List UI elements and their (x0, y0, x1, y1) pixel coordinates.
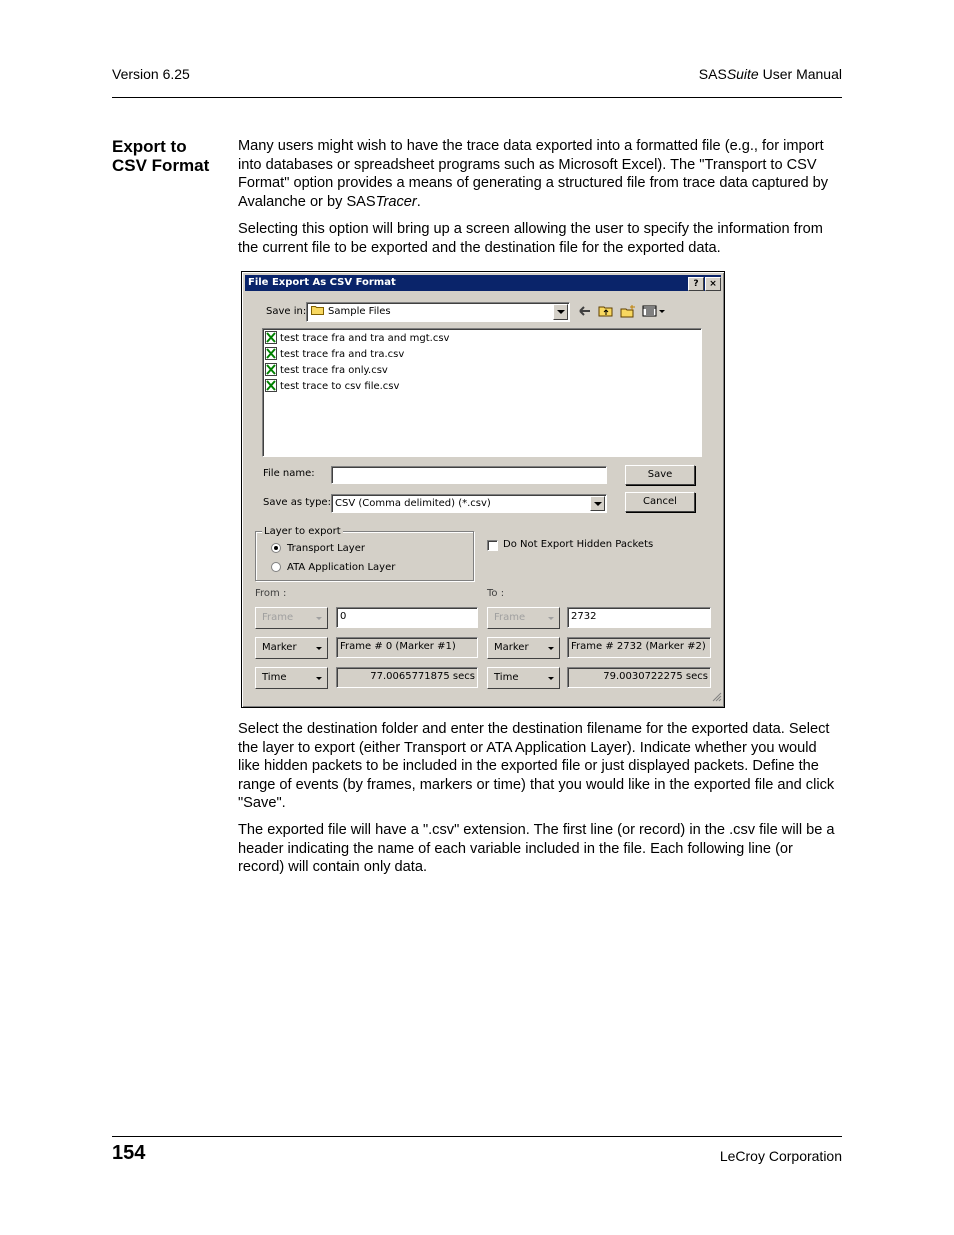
manual-suffix: User Manual (758, 66, 842, 82)
file-list[interactable] (262, 328, 702, 457)
to-frame-dd-label: Frame (494, 612, 526, 623)
manual-prefix: SAS (698, 66, 727, 82)
from-marker-value: Frame # 0 (Marker #1) (336, 637, 478, 658)
dialog-titlebar (245, 275, 721, 291)
manual-italic: Suite (726, 66, 759, 82)
to-time-dd-label: Time (494, 672, 519, 683)
header-version: Version 6.25 (112, 66, 190, 82)
paragraph-2: Selecting this option will bring up a screen allowing the user to specify the information from the current file to be exported and the destination file for the exported data. (238, 221, 823, 256)
save-as-type-label: Save as type: (263, 497, 331, 508)
from-label: From : (255, 588, 287, 599)
help-button[interactable]: ? (688, 277, 704, 291)
file-export-dialog (241, 271, 725, 708)
up-folder-icon[interactable] (598, 304, 614, 321)
list-item[interactable] (265, 363, 388, 378)
excel-file-icon (265, 379, 277, 392)
to-frame-dropdown[interactable] (487, 607, 560, 629)
p1-italic: Tracer (375, 193, 417, 210)
to-marker-value: Frame # 2732 (Marker #2) (567, 637, 711, 658)
resize-grip-icon[interactable] (711, 691, 722, 705)
footer-rule (112, 1136, 842, 1137)
hidden-packets-checkbox[interactable] (487, 540, 498, 551)
paragraph-4: The exported file will have a ".csv" extension. The first line (or record) in the .csv file will be a header indicating the name of each variable included in the file. Each following line (or record) will contain only data. (238, 822, 835, 876)
new-folder-icon[interactable] (620, 304, 636, 321)
save-in-combo[interactable] (306, 302, 570, 322)
chevron-down-icon (316, 677, 322, 680)
header-rule (112, 97, 842, 98)
close-button[interactable]: × (705, 277, 721, 291)
chevron-down-icon (548, 647, 554, 650)
from-time-dropdown[interactable] (255, 667, 328, 689)
footer-company: LeCroy Corporation (719, 1148, 842, 1164)
save-button[interactable]: Save (625, 465, 695, 485)
back-arrow-icon[interactable] (578, 304, 592, 321)
header-manual-title (699, 66, 842, 82)
excel-file-icon (265, 331, 277, 344)
chevron-down-icon (316, 647, 322, 650)
save-in-dropdown-arrow[interactable] (553, 304, 568, 320)
to-time-dropdown[interactable] (487, 667, 560, 689)
save-as-type-combo[interactable] (331, 494, 607, 513)
to-marker-dd-label: Marker (494, 642, 529, 653)
save-in-label: Save in: (266, 306, 307, 317)
heading-line-2: CSV Format (112, 156, 210, 175)
to-label: To : (487, 588, 505, 599)
excel-file-icon (265, 363, 277, 376)
excel-file-icon (265, 347, 277, 360)
from-frame-dd-label: Frame (262, 612, 294, 623)
from-time-value: 77.0065771875 secs (336, 667, 478, 688)
paragraph-3: Select the destination folder and enter the destination filename for the exported data. Select the layer to export (either Transport or ATA Application Layer). Indicate whether you would like hidden packets to be included in the exported file or just displayed packets. Define the range of events (by frames, markers or time) that you would like in the exported file and click "Save". (238, 721, 835, 812)
from-frame-input[interactable]: 0 (336, 607, 478, 628)
from-time-dd-label: Time (262, 672, 287, 683)
radio-transport-layer[interactable] (271, 543, 281, 553)
folder-toolbar (578, 304, 668, 320)
view-menu-icon[interactable] (642, 304, 666, 321)
radio-ata-application-layer[interactable] (271, 562, 281, 572)
heading-line-1: Export to (112, 137, 187, 156)
save-as-type-dropdown-arrow[interactable] (590, 496, 605, 511)
list-item[interactable] (265, 379, 399, 394)
hidden-packets-label[interactable]: Do Not Export Hidden Packets (503, 539, 654, 550)
chevron-down-icon (548, 677, 554, 680)
layer-group-box (255, 531, 474, 581)
from-frame-dropdown[interactable] (255, 607, 328, 629)
from-marker-dd-label: Marker (262, 642, 297, 653)
file-name: test trace fra and tra and mgt.csv (280, 333, 450, 344)
transport-layer-label[interactable]: Transport Layer (287, 543, 365, 554)
p1-end: . (416, 193, 421, 210)
save-as-type-value: CSV (Comma delimited) (*.csv) (335, 498, 491, 509)
folder-icon (311, 304, 324, 314)
to-time-value: 79.0030722275 secs (567, 667, 711, 688)
p1-text: Many users might wish to have the trace data exported into a formatted file (e.g., for import into databases or spreadsheet programs such as Microsoft Excel). The "Transport to CSV Format" option provides a means of generating a structured file from trace data captured by Avalanche or by SAS (238, 138, 829, 210)
chevron-down-icon (316, 617, 322, 620)
chevron-down-icon (548, 617, 554, 620)
cancel-button[interactable]: Cancel (625, 492, 695, 512)
page-number: 154 (112, 1142, 146, 1164)
from-marker-dropdown[interactable] (255, 637, 328, 659)
dialog-title: File Export As CSV Format (248, 277, 396, 288)
file-name: test trace to csv file.csv (280, 381, 400, 392)
list-item[interactable] (265, 347, 404, 362)
to-frame-input[interactable]: 2732 (567, 607, 711, 628)
file-name: test trace fra only.csv (280, 365, 388, 376)
save-in-value: Sample Files (328, 306, 391, 317)
file-name: test trace fra and tra.csv (280, 349, 405, 360)
file-name-input[interactable] (331, 466, 607, 484)
file-name-label: File name: (263, 468, 315, 479)
ata-application-layer-label[interactable]: ATA Application Layer (287, 562, 396, 573)
list-item[interactable] (265, 331, 449, 346)
section-heading (112, 137, 209, 175)
to-marker-dropdown[interactable] (487, 637, 560, 659)
paragraph-1 (238, 137, 842, 211)
layer-group-label: Layer to export (264, 526, 341, 537)
